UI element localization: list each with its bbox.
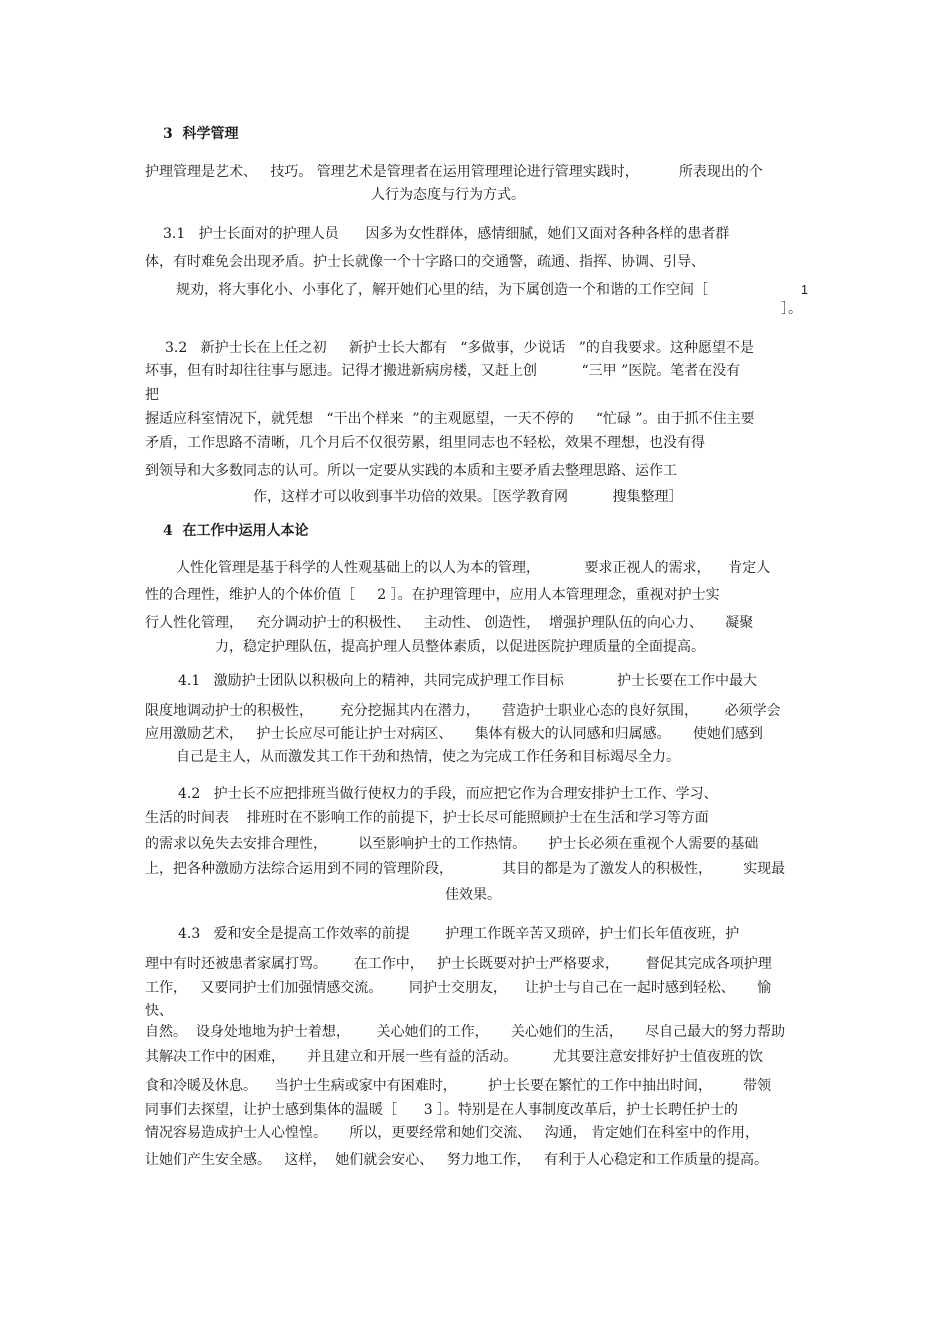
subsection-4-1-line-2: 限度地调动护士的积极性， 充分挖掘其内在潜力， 营造护士职业心态的良好氛围， 必须学会	[145, 703, 781, 719]
subsection-4-1-line-1: 4.1 激励护士团队以积极向上的精神，共同完成护理工作目标 护士长要在工作中最大	[178, 673, 758, 689]
subsection-4-3-line-8: 同事们去探望，让护士感到集体的温暖［ 3 ］。特别是在人事制度改革后，护士长聘任护士的	[145, 1102, 739, 1118]
section-4-paragraph-line-1: 人性化管理是基于科学的人性观基础上的以人为本的管理， 要求正视人的需求， 肯定人	[176, 560, 771, 576]
subsection-4-3-line-3: 工作， 又要同护士们加强情感交流。 同护士交朋友， 让护士与自己在一起时感到轻松、 愉	[145, 980, 772, 996]
subsection-3-1-line-1: 3.1 护士长面对的护理人员 因多为女性群体，感情细腻，她们又面对各种各样的患者群	[163, 226, 730, 242]
subsection-4-2-line-2: 生活的时间表 排班时在不影响工作的前提下，护士长尽可能照顾护士在生活和学习等方面	[145, 810, 709, 826]
section-4-heading: 4 在工作中运用人本论	[163, 523, 309, 539]
subsection-4-3-line-2: 理中有时还被患者家属打骂。 在工作中， 护士长既要对护士严格要求， 督促其完成各项护理	[145, 956, 772, 972]
subsection-4-2-line-1: 4.2 护士长不应把排班当做行使权力的手段，而应把它作为合理安排护士工作、学习、	[178, 786, 718, 802]
subsection-3-2-line-4: 握适应科室情况下，就凭想 “干出个样来 ”的主观愿望，一天不停的 “忙碌 ”。由于抓不住主要	[145, 411, 755, 427]
section-4-paragraph-line-4: 力，稳定护理队伍，提高护理人员整体素质，以促进医院护理质量的全面提高。	[215, 639, 705, 655]
subsection-3-2-line-1: 3.2 新护士长在上任之初 新护士长大都有 “多做事，少说话 ”的自我要求。这种愿望不是	[165, 340, 754, 356]
section-4-paragraph-line-2: 性的合理性，维护人的个体价值［ 2 ］。在护理管理中，应用人本管理理念，重视对护士实	[145, 587, 720, 603]
subsection-3-2-line-3: 把	[145, 387, 159, 403]
subsection-3-2-line-2: 坏事，但有时却往往事与愿违。记得才搬进新病房楼，又赶上创 “三甲 ”医院。笔者在没有	[145, 363, 741, 379]
subsection-4-3-line-4: 快、	[145, 1003, 173, 1019]
subsection-3-2-line-5: 矛盾，工作思路不清晰，几个月后不仅很劳累，组里同志也不轻松，效果不理想，也没有得	[145, 435, 705, 451]
subsection-4-2-line-4: 上，把各种激励方法综合运用到不同的管理阶段， 其目的都是为了激发人的积极性， 实现最	[145, 861, 786, 877]
subsection-3-2-line-6: 到领导和大多数同志的认可。所以一定要从实践的本质和主要矛盾去整理思路、运作工	[145, 463, 677, 479]
subsection-4-3-line-10: 让她们产生安全感。 这样， 她们就会安心、 努力地工作， 有利于人心稳定和工作质量的提高。	[145, 1152, 768, 1168]
subsection-3-2-line-7: 作，这样才可以收到事半功倍的效果。［医学教育网 搜集整理］	[253, 489, 683, 505]
subsection-3-1-line-2: 体，有时难免会出现矛盾。护士长就像一个十字路口的交通警，疏通、指挥、协调、引导、	[145, 254, 705, 270]
subsection-4-3-line-5: 自然。 设身处地地为护士着想， 关心她们的工作， 关心她们的生活， 尽自己最大的努力帮助	[145, 1024, 786, 1040]
section-3-paragraph-line-1: 护理管理是艺术、 技巧。 管理艺术是管理者在运用管理理论进行管理实践时， 所表现出的个	[145, 164, 763, 180]
subsection-3-1-line-4: ］。	[781, 301, 802, 317]
section-4-paragraph-line-3: 行人性化管理， 充分调动护士的积极性、 主动性、 创造性， 增强护理队伍的向心力、 凝聚	[145, 615, 754, 631]
subsection-3-1-line-3: 规劝，将大事化小、小事化了，解开她们心里的结，为下属创造一个和谐的工作空间［	[176, 282, 708, 298]
subsection-4-2-line-3: 的需求以免失去安排合理性， 以至影响护士的工作热情。 护士长必须在重视个人需要的基础	[145, 836, 759, 852]
section-3-paragraph-line-2: 人行为态度与行为方式。	[371, 187, 525, 203]
subsection-4-1-line-4: 自己是主人，从而激发其工作干劲和热情，使之为完成工作任务和目标竭尽全力。	[176, 749, 680, 765]
subsection-4-3-line-1: 4.3 爱和安全是提高工作效率的前提 护理工作既辛苦又琐碎，护士们长年值夜班，护	[178, 926, 740, 942]
reference-number-1: 1	[801, 283, 808, 297]
subsection-4-3-line-6: 其解决工作中的困难， 并且建立和开展一些有益的活动。 尤其要注意安排好护士值夜班的饮	[145, 1049, 763, 1065]
subsection-4-3-line-9: 情况容易造成护士人心惶惶。 所以，更要经常和她们交流、 沟通， 肯定她们在科室中的作用，	[145, 1125, 760, 1141]
subsection-4-3-line-7: 食和冷暖及休息。 当护士生病或家中有困难时， 护士长要在繁忙的工作中抽出时间， 带领	[145, 1078, 772, 1094]
subsection-4-2-line-5: 佳效果。	[445, 887, 501, 903]
subsection-4-1-line-3: 应用激励艺术， 护士长应尽可能让护士对病区、 集体有极大的认同感和归属感。 使她们感到	[145, 726, 763, 742]
section-3-heading: 3 科学管理	[163, 126, 239, 142]
